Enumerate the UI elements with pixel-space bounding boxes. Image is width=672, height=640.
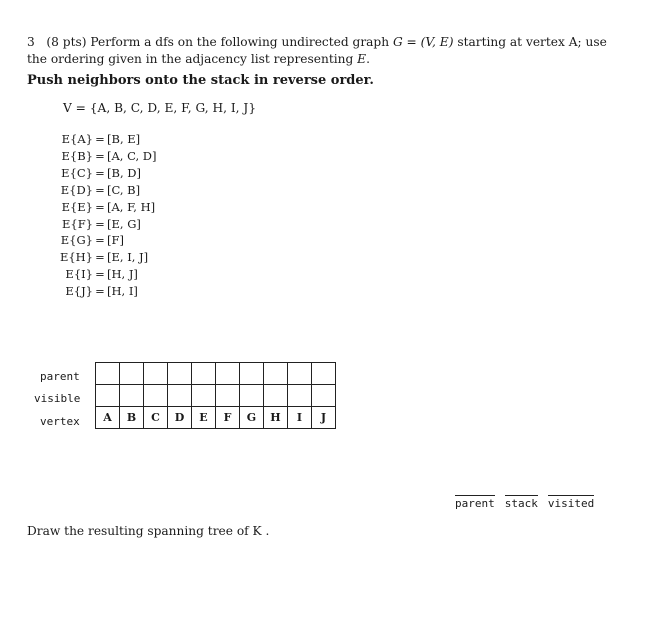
visible-row xyxy=(96,385,336,407)
equals-sign: = xyxy=(95,182,105,197)
adjacency-neighbors: [H, I] xyxy=(107,284,138,299)
adjacency-row xyxy=(37,131,157,148)
stack-trace-labels xyxy=(455,495,604,510)
adjacency-neighbors: [B, D] xyxy=(107,165,141,180)
parent-cell[interactable] xyxy=(288,363,312,385)
adjacency-key: E{G} xyxy=(60,233,93,248)
row-label-visible: visible xyxy=(34,392,81,405)
adjacency-row xyxy=(37,199,157,216)
adjacency-row xyxy=(37,232,157,249)
question-text-2-end: . xyxy=(366,52,370,66)
adjacency-row xyxy=(37,165,157,182)
visible-cell[interactable] xyxy=(264,385,288,407)
row-label-vertex: vertex xyxy=(40,415,80,428)
vertex-cell: E xyxy=(192,407,216,429)
adjacency-list xyxy=(37,131,157,300)
visible-cell[interactable] xyxy=(288,385,312,407)
equals-sign: = xyxy=(95,165,105,180)
parent-cell[interactable] xyxy=(96,363,120,385)
equals-sign: = xyxy=(95,250,105,265)
vertex-cell: J xyxy=(312,407,336,429)
visible-cell[interactable] xyxy=(192,385,216,407)
adjacency-neighbors: [E, I, J] xyxy=(107,250,149,265)
vertex-cell: A xyxy=(96,407,120,429)
equals-sign: = xyxy=(95,199,105,214)
vertex-set: V = {A, B, C, D, E, F, G, H, I, J} xyxy=(63,101,257,115)
visible-cell[interactable] xyxy=(168,385,192,407)
parent-cell[interactable] xyxy=(192,363,216,385)
parent-cell[interactable] xyxy=(168,363,192,385)
question-points: (8 pts) xyxy=(46,35,87,49)
draw-instruction: Draw the resulting spanning tree of K . xyxy=(27,524,270,538)
row-label-parent: parent xyxy=(40,370,80,383)
question-text-2: the ordering given in the adjacency list representing xyxy=(27,52,354,66)
dfs-table xyxy=(95,362,336,429)
visible-cell[interactable] xyxy=(144,385,168,407)
vertex-cell: I xyxy=(288,407,312,429)
adjacency-key: E{F} xyxy=(61,216,93,231)
vertex-row xyxy=(96,407,336,429)
parent-cell[interactable] xyxy=(264,363,288,385)
question-text-1: Perform a dfs on the following undirected graph xyxy=(90,35,390,49)
vertex-cell: G xyxy=(240,407,264,429)
equals-sign: = xyxy=(95,216,105,231)
parent-cell[interactable] xyxy=(120,363,144,385)
adjacency-row xyxy=(37,249,157,266)
parent-cell[interactable] xyxy=(144,363,168,385)
adjacency-row xyxy=(37,148,157,165)
stack-label-visited: visited xyxy=(547,497,595,510)
vertex-cell: H xyxy=(264,407,288,429)
adjacency-neighbors: [F] xyxy=(107,233,124,248)
visible-cell[interactable] xyxy=(240,385,264,407)
adjacency-neighbors: [A, F, H] xyxy=(107,199,156,214)
equals-sign: = xyxy=(95,284,105,299)
adjacency-row xyxy=(37,283,157,300)
instruction: Push neighbors onto the stack in reverse order. xyxy=(27,73,374,88)
adjacency-row xyxy=(37,182,157,199)
adjacency-neighbors: [A, C, D] xyxy=(107,148,157,163)
adjacency-key: E{J} xyxy=(65,284,93,299)
equals-sign: = xyxy=(95,233,105,248)
parent-row xyxy=(96,363,336,385)
adjacency-row xyxy=(37,266,157,283)
vertex-cell: D xyxy=(168,407,192,429)
question-text-1-end: starting at vertex A; use xyxy=(457,35,607,49)
question-line-1 xyxy=(27,35,607,49)
vertex-cell: F xyxy=(216,407,240,429)
parent-cell[interactable] xyxy=(312,363,336,385)
stack-label-stack: stack xyxy=(504,497,538,510)
adjacency-neighbors: [H, J] xyxy=(107,267,138,282)
visible-cell[interactable] xyxy=(216,385,240,407)
adjacency-key: E{H} xyxy=(59,250,93,265)
adjacency-key: E{I} xyxy=(65,267,93,282)
parent-cell[interactable] xyxy=(216,363,240,385)
equals-sign: = xyxy=(95,132,105,146)
vertex-cell: C xyxy=(144,407,168,429)
adjacency-key: E{E} xyxy=(61,199,93,214)
adjacency-neighbors: [C, B] xyxy=(107,182,141,197)
visible-cell[interactable] xyxy=(96,385,120,407)
edge-set-variable: E xyxy=(357,52,367,66)
adjacency-neighbors: [E, G] xyxy=(107,216,141,231)
stack-label-parent: parent xyxy=(455,497,495,510)
adjacency-key: E{A} xyxy=(61,132,93,146)
graph-definition: G = (V, E) xyxy=(392,35,454,49)
visible-cell[interactable] xyxy=(120,385,144,407)
question-line-2 xyxy=(27,52,370,66)
adjacency-key: E{D} xyxy=(60,182,93,197)
adjacency-key: E{B} xyxy=(61,148,93,163)
question-number: 3 xyxy=(27,35,35,49)
adjacency-row xyxy=(37,216,157,233)
parent-cell[interactable] xyxy=(240,363,264,385)
adjacency-key: E{C} xyxy=(61,165,93,180)
visible-cell[interactable] xyxy=(312,385,336,407)
vertex-cell: B xyxy=(120,407,144,429)
equals-sign: = xyxy=(95,267,105,282)
equals-sign: = xyxy=(95,148,105,163)
adjacency-neighbors: [B, E] xyxy=(107,132,141,146)
